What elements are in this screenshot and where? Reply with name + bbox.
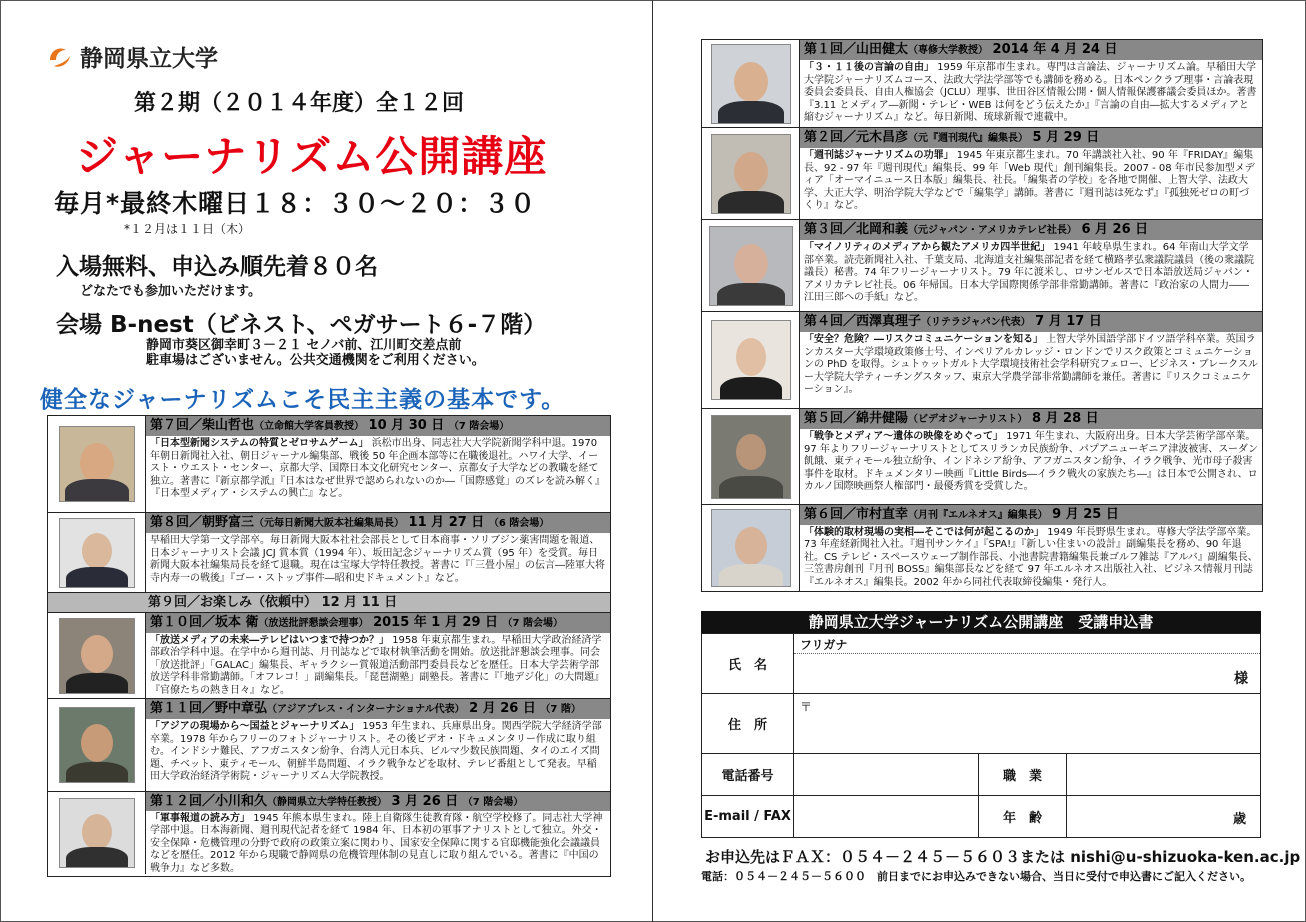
lecture-theme: 「マイノリティのメディアから観たアメリカ四半世紀」 [804,242,1051,253]
apply-info: お申込先はＦＡＸ：０５４－２４５－５６０３または nishi@u-shizuoka-ken.ac.jp [705,848,1301,866]
speaker-role: （元ジャパン・アメリカテレビ社長） [908,225,1077,236]
lecture-theme: 「アジアの現場から～国益とジャーナリズム」 [150,721,360,732]
schedule: 毎月*最終木曜日１８：３０～２０：３０ [54,189,537,218]
lecture-header [800,312,1262,332]
lecture-date: 8 月 28 日 [1031,411,1099,426]
speaker-bio: 上智大学外国語学部ドイツ語学科卒業。英国ランカスター大学環境政策修士号、インペリアルカレッジ・ロンドンでリスク政策とコミュニケーションの PhD を取得。シュトゥットガルト大学環境技術社会学科研究フェロー、ビジネス・ブレークスルー大学院大学ティーチングスタッフ、東京大学農学部非常勤講師を兼任。著書に『リスクコミュニケーション』。 [804,334,1258,395]
portrait-image [59,518,135,588]
portrait-image [711,134,791,214]
speaker-bio: 浜松市出身、同志社大大学院新聞学科中退。1970 年朝日新聞社入社、朝日ジャーナル編集部、戦後 50 年企画本部等に在職後退社。ハワイ大学、イースト・ウエスト・センター、京都大学、国際日本文化研究センター、京都女子大学などの教職を経て独立。著書に『新京都学派』『日本はなぜ世界で認められないのか―「国際感覚」のズレを読み解く』『日本型メディア・システムの興亡』など。 [150,438,605,499]
lecture-theme: 「体験的取材現場の実相―そこでは何が起こるのか」 [804,526,1044,538]
lecture-theme: 「放送メディアの未来―テレビはいつまで持つか？」 [150,634,389,646]
lecture-date: 5 月 29 日 [1032,130,1100,145]
logo-mark-icon [44,42,74,72]
age-field[interactable] [1067,796,1260,837]
lecture-date: 2 月 26 日 [469,701,536,716]
lecture-date: 6 月 26 日 [1081,222,1149,237]
speaker-bio: 1959 年京都市生まれ。専門は言論法、ジャーナリズム論。早稲田大学大学院ジャーナリズムコース、法政大学法学部等でも講師を務める。日本ペンクラブ理事・言論表現委員会委員長、自由人権協会（JCLU）理事、世田谷区情報公開・個人情報保護審議会委員ほか。著書『3.11 とメディア―新聞・テレビ・WEB は何をどう伝えたか』『言論の自由―拡大するメディアと縮むジャーナリズム』など。毎日新聞、琉球新報で連載中。 [804,62,1257,123]
lecture-header [800,40,1262,60]
name-label: 氏 名 [702,634,794,693]
lecture-header [800,128,1262,148]
lecture-theme: 「３・１１後の言論の自由」 [804,62,934,73]
speaker-photo [702,312,800,408]
lecture-card [48,699,610,792]
lecture-card [48,416,610,513]
email-label: E-mail / FAX [702,796,794,837]
lecture-card [48,513,610,593]
speaker-photo [48,513,146,592]
postal-mark: 〒 [800,700,813,714]
lecture-number-speaker: 第１０回／坂本 衛 [150,615,259,630]
form-title: 静岡県立大学ジャーナリズム公開講座 受講申込書 [701,611,1261,633]
lecture-card [702,409,1262,505]
portrait-image [711,44,791,124]
lecture-date: 7 月 17 日 [1035,314,1102,329]
lecture-number-speaker: 第１２回／小川和久 [150,794,268,809]
lecture-theme: 「週刊誌ジャーナリズムの功罪」 [804,150,954,161]
job-field[interactable] [1067,754,1260,795]
main-title: ジャーナリズム公開講座 [76,132,548,181]
left-lecture-grid [47,415,611,877]
speaker-role: （ビデオジャーナリスト） [908,414,1028,425]
lecture-number-speaker: 第７回／柴山哲也 [150,418,255,433]
lecture-header [800,409,1262,429]
lecture-description [800,525,1262,591]
speaker-photo [48,699,146,791]
portrait-image [59,798,135,868]
lecture-header [800,220,1262,240]
lecture-header [146,513,610,533]
slogan: 健全なジャーナリズムこそ民主主義の基本です。 [40,387,566,413]
lecture-header [146,613,610,633]
age-label: 年 齢 [979,796,1067,837]
portrait-image [711,415,791,499]
lecture-number-speaker: 第５回／綿井健陽 [804,411,909,426]
speaker-role: （静岡県立大学特任教授） [267,797,388,808]
speaker-photo [48,416,146,512]
lecture-theme: 「軍事報道の読み方」 [150,812,250,824]
phone-field[interactable] [794,754,979,795]
lecture-description [146,533,610,587]
speaker-photo [48,613,146,698]
lecture-card [702,128,1262,220]
portrait-image [711,320,791,400]
portrait-image [59,707,135,783]
logo-text: 静岡県立大学 [80,46,218,72]
lecture-description [800,60,1262,127]
lecture-number-speaker: 第８回／朝野富三 [150,515,255,530]
job-label: 職 業 [979,754,1067,795]
venue-address [146,338,485,368]
speaker-role: （元『週刊現代』編集長） [908,133,1029,144]
lecture-date: 3 月 26 日 [391,794,459,809]
anyone-welcome: どなたでも参加いただけます。 [80,284,261,299]
address-line: 静岡市葵区御幸町３－２１ セノバ前、江川町交差点前 [146,338,462,353]
lecture-card [702,505,1262,591]
lecture-floor: （7 階会場） [448,421,510,432]
speaker-bio: 1941 年岐阜県生まれ。64 年南山大学文学部卒業。読売新聞社入社、千葉支局、北海道支社編集部記者を経て横路孝弘衆議院議員（後の衆議院議長）秘書。74 年フリージャーナリスト。79 年に渡米し、ロサンゼルスで日本語放送局ジャパン・アメリカテレビ社長。06 年帰国。日本大学国際関係学部非常勤講師。著書に『政治家の人間力――江田三郎への手紙』など。 [804,242,1254,303]
speaker-photo [702,40,800,127]
lecture-description [146,719,610,786]
lecture-description [800,429,1262,496]
phone-label: 電話番号 [702,754,794,795]
venue: 会場 B-nest（ビネスト、ペガサート６-７階） [56,312,547,338]
lecture-number-speaker: 第１１回／野中章弘 [150,701,268,716]
address-label: 住 所 [702,694,794,753]
lecture-number-speaker: 第４回／西澤真理子 [804,314,922,329]
speaker-photo [702,128,800,219]
lecture-date: 10 月 30 日 [368,418,445,433]
university-logo [44,40,218,73]
furigana-label: フリガナ [800,638,848,652]
age-suffix: 歳 [1232,812,1246,827]
lecture-floor: （7 階会場） [502,618,563,629]
speaker-role: （放送批評懇談会理事） [258,618,369,629]
lecture-theme: 「日本型新聞システムの特質とゼロサムゲーム」 [150,438,369,449]
portrait-image [711,509,791,587]
lecture-floor: （7 階会場） [462,797,524,808]
portrait-image [59,618,135,694]
email-field[interactable] [794,796,979,837]
speaker-bio: 1945 年熊本県生まれ。陸上自衛隊生徒教育隊・航空学校修了。同志社大学神学部中退。日本海新聞、週刊現代記者を経て 1984 年、日本初の軍事アナリストとして独立。外交・安全保障・危機管理の分野で政府の政策立案に関わり、国家安全保障に関する官邸機能強化会議議員などを歴任。2012 年から現職で静岡県の危機管理体制の見直しに取り組んでいる。著書に『中国の戦争力』など多数。 [150,812,603,874]
form-row-name [702,634,1260,694]
form-row-email [702,796,1260,837]
speaker-photo [702,409,800,504]
lecture-description [800,148,1262,215]
lecture-number-speaker: 第１回／山田健太 [804,42,909,57]
lecture-card [48,792,610,874]
fold-line [652,0,653,922]
speaker-bio: 早稲田大学第一文学部卒。毎日新聞大阪本社社会部長として日本商事・ソリブジン薬害問題を報道、日本ジャーナリスト会議 JCJ 賞本賞（1994 年）、坂田記念ジャーナリズム賞（95 年）を受賞。毎日新聞大阪本社編集局長を経て退職。現在は宝塚大学特任教授。著書に『「三畳小屋」の伝言―陸軍大将寺内寿一の戦後』『ゴー・ストップ事件―昭和史ドキュメント』など。 [150,535,605,584]
lecture-theme: 「戦争とメディア～遺体の映像をめぐって」 [804,431,1003,442]
name-field[interactable] [794,634,1260,693]
speaker-role: （リテラジャパン代表） [921,317,1031,328]
lecture-card [702,312,1262,409]
speaker-bio: 1953 年生まれ、兵庫県出身。関西学院大学経済学部卒業。1978 年からフリーのフォトジャーナリスト。その後ビデオ・ドキュメンタリー作成に取り組む。インドシナ難民、アフガニスタン紛争、台湾人元日本兵、ビルマ少数民族問題、タイのエイズ問題、チベット、東ティモール、朝鮮半島問題、イラク戦争などを取材、テレビ番組として発表。早稲田大学政治経済学術院・ジャーナリズム大学院教授。 [150,721,602,782]
series-subtitle: 第２期（２０１４年度）全１２回 [134,91,465,116]
lecture-description [146,633,610,698]
schedule-note: *１２月は１１日（木） [124,222,251,236]
lecture-card [702,40,1262,128]
form-row-address [702,694,1260,754]
speaker-photo [702,505,800,591]
lecture-number-speaker: 第２回／元木昌彦 [804,130,909,145]
speaker-bio: 1971 年生まれ、大阪府出身。日本大学芸術学部卒業。97 年よりフリージャーナリストとしてスリランカ民族紛争、パプアニューギニア津波被害、スーダン飢餓、東ティモール独立紛争、インドネシア紛争、アフガニスタン紛争、イラク戦争、光市母子殺害事件を取材。ドキュメンタリー映画『Little Birds―イラク戦火の家族たち―』は日本で公開され、ロカルノ国際映画祭人権部門・最優秀賞を受賞した。 [804,431,1259,492]
speaker-photo [48,792,146,874]
application-form [701,633,1261,838]
portrait-image [709,226,793,306]
lecture-header [146,699,610,719]
lecture-number-speaker: 第３回／北岡和義 [804,222,909,237]
lecture-description [800,240,1262,307]
admission: 入場無料、申込み順先着８０名 [56,254,378,280]
speaker-role: （元毎日新聞大阪本社編集局長） [254,518,405,529]
lecture-date: 11 月 27 日 [408,515,485,530]
speaker-role: （立命館大学客員教授） [254,421,365,432]
speaker-bio: 1945 年東京都生まれ。70 年講談社入社、90 年『FRIDAY』編集長、92 - 97 年『週刊現代』編集長、99 年「Web 現代」創刊編集長。2007 - 08 年市民参加型メディア「オーマイニュース日本版」編集長、社長。「編集者の学校」を各地で開催、上智大学、法政大学、大正大学、明治学院大学などで「編集学」講師。著書に『週刊誌は死なず』『孤独死ゼロの町づくり』など。 [804,150,1255,211]
parking-note: 駐車場はございません。公共交通機関をご利用ください。 [146,353,485,368]
address-field[interactable] [794,694,1260,753]
lecture-header [146,792,610,811]
speaker-bio: 1949 年長野県生まれ。専修大学法学部卒業。73 年産経新聞社入社。『週刊サンケイ』『SPA!』『新しい住まいの設計』副編集長を務め、90 年退社。CS テレビ・スペースウェーブ制作部長、小池書院書籍編集長兼ゴルフ雑誌『アルバ』副編集長、三笠書房創刊『月刊 BOSS』編集部長などを経て 97 年エルネオス出版社入社、ビジネス情報月刊誌『エルネオス』編集長。2002 年から同社代表取締役編集・発行人。 [804,526,1258,588]
portrait-image [59,426,135,502]
right-lecture-grid [701,39,1263,592]
lecture-date: 2014 年 4 月 24 日 [992,42,1118,57]
lecture-card [702,220,1262,312]
speaker-role: （アジアプレス・インターナショナル代表） [267,704,465,715]
speaker-role: （月刊『エルネオス』編集長） [908,510,1048,521]
form-row-phone [702,754,1260,796]
sama-suffix: 様 [1234,671,1248,687]
speaker-role: （専修大学教授） [908,45,989,56]
speaker-bio: 1958 年東京都生まれ。早稲田大学政治経済学部政治学科中退。在学中から週刊誌、月刊誌などで取材執筆活動を開始。放送批評懇談会理事。同会「放送批評」「GALAC」編集長、ギャラクシー賞報道活動部門委員長などを歴任。日本大学芸術学部放送学科非常勤講師。「オフレコ！」副編集長。「琵琶湖塾」副塾長。著書に『「地デジ化」の大問題』『官僚たちの熱き日々』など。 [150,634,605,696]
lecture-header [146,416,610,436]
lecture-date: 2015 年 1 月 29 日 [373,615,499,630]
lecture-header [800,505,1262,525]
lecture-description [146,436,610,503]
lecture-number-speaker: 第６回／市村直幸 [804,507,909,522]
lecture-9-header: 第９回／お楽しみ（依頼中） 12 月 11 日 [48,593,610,613]
lecture-description [146,811,610,874]
lecture-floor: （6 階会場） [488,518,550,529]
lecture-date: 9 月 25 日 [1052,507,1119,522]
speaker-photo [702,220,800,311]
lecture-description [800,332,1262,399]
lecture-floor: （7 階） [540,704,581,715]
tel-note: 電話：０５４－２４５－５６００ 前日までにお申込みできない場合、当日に受付で申込書にご記入ください。 [701,870,1251,883]
lecture-theme: 「安全？危険？―リスクコミュニケーションを知る」 [804,334,1043,345]
lecture-card [48,613,610,699]
